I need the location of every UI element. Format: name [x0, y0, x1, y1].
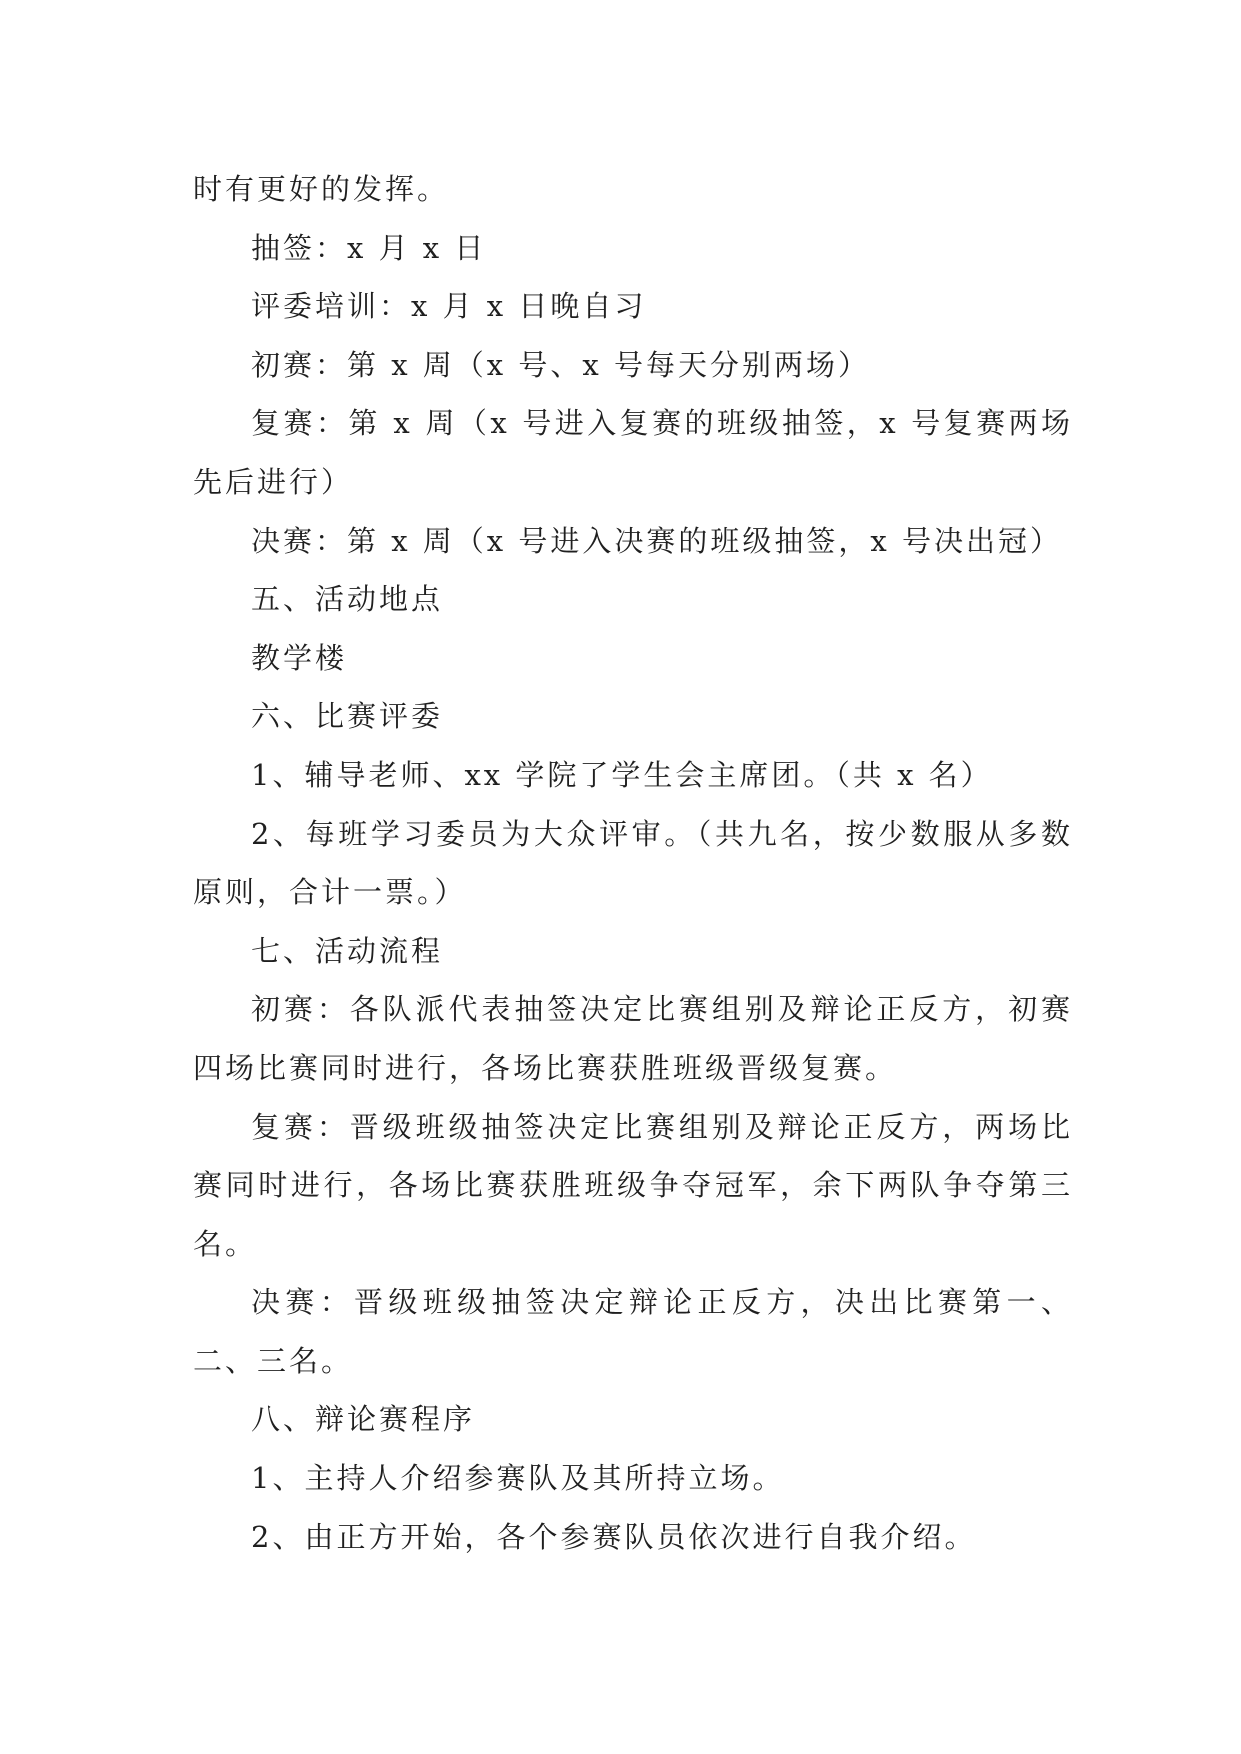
list-item-procedure-1: 1、主持人介绍参赛队及其所持立场。: [251, 1461, 785, 1496]
paragraph-judge-training: 评委培训：x 月 x 日晚自习: [251, 289, 647, 324]
section-heading-judges: 六、比赛评委: [251, 699, 444, 734]
section-heading-venue: 五、活动地点: [251, 582, 444, 617]
paragraph-preliminary-schedule: 初赛：第 x 周（x 号、x 号每天分别两场）: [251, 347, 870, 382]
paragraph-process-semifinal: 复赛：晋级班级抽签决定比赛组别及辩论正反方，两场比赛同时进行，各场比赛获胜班级争夺冠军，余下两队争夺第三名。: [193, 1109, 1073, 1261]
paragraph-final-schedule: 决赛：第 x 周（x 号进入决赛的班级抽签，x 号决出冠）: [251, 523, 1062, 558]
paragraph-draw-lots: 抽签：x 月 x 日: [251, 230, 487, 265]
section-heading-process: 七、活动流程: [251, 933, 444, 968]
list-item-judges-1: 1、辅导老师、xx 学院了学生会主席团。（共 x 名）: [251, 757, 993, 792]
section-heading-procedure: 八、辩论赛程序: [251, 1402, 476, 1437]
list-item-judges-2: 2、每班学习委员为大众评审。（共九名，按少数服从多数原则，合计一票。）: [193, 816, 1073, 910]
paragraph-venue: 教学楼: [251, 640, 348, 675]
paragraph-semifinal-schedule: 复赛：第 x 周（x 号进入复赛的班级抽签，x 号复赛两场先后进行）: [193, 406, 1073, 499]
list-item-procedure-2: 2、由正方开始，各个参赛队员依次进行自我介绍。: [251, 1519, 977, 1554]
document-body: [193, 160, 1073, 1566]
paragraph-process-preliminary: 初赛：各队派代表抽签决定比赛组别及辩论正反方，初赛四场比赛同时进行，各场比赛获胜班级晋级复赛。: [193, 992, 1073, 1085]
paragraph-process-final: 决赛：晋级班级抽签决定辩论正反方，决出比赛第一、二、三名。: [193, 1285, 1073, 1378]
paragraph-continuation: 时有更好的发挥。: [193, 172, 450, 206]
